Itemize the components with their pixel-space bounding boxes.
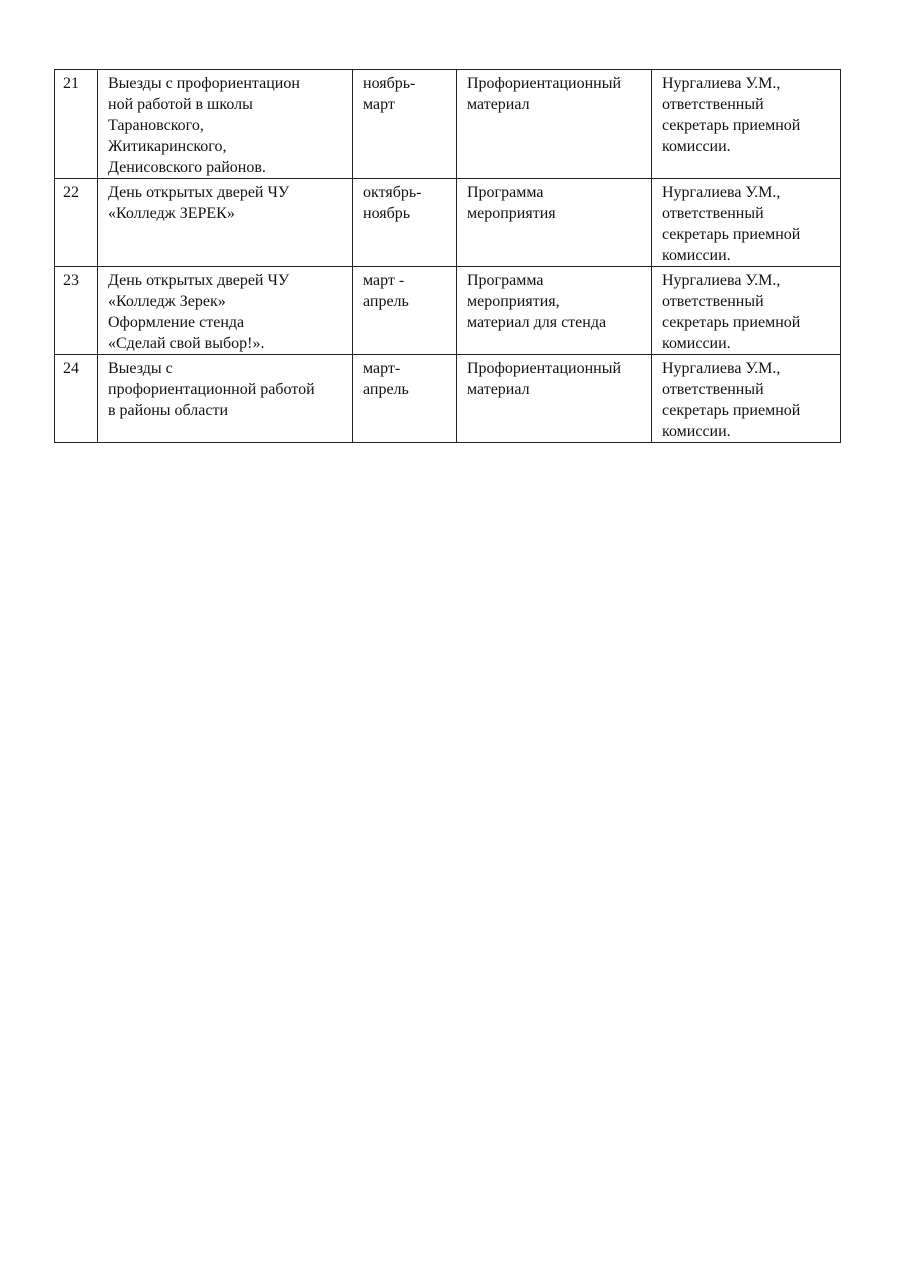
event-description: Выезды с профориентационной работой в районы области xyxy=(98,355,353,443)
event-period: март - апрель xyxy=(353,267,457,355)
event-period: март- апрель xyxy=(353,355,457,443)
event-material: Профориентационный материал xyxy=(457,70,652,179)
event-responsible: Нургалиева У.М., ответственный секретарь приемной комиссии. xyxy=(652,355,841,443)
event-responsible: Нургалиева У.М., ответственный секретарь приемной комиссии. xyxy=(652,267,841,355)
event-period: ноябрь- март xyxy=(353,70,457,179)
event-description: Выезды с профориентацион ной работой в школы Тарановского, Житикаринского, Денисовского районов. xyxy=(98,70,353,179)
event-responsible: Нургалиева У.М., ответственный секретарь приемной комиссии. xyxy=(652,70,841,179)
event-material: Программа мероприятия, материал для стенда xyxy=(457,267,652,355)
event-material: Программа мероприятия xyxy=(457,179,652,267)
event-description: День открытых дверей ЧУ «Колледж Зерек» Оформление стенда «Сделай свой выбор!». xyxy=(98,267,353,355)
events-table xyxy=(54,69,841,443)
row-number: 23 xyxy=(55,267,98,355)
event-material: Профориентационный материал xyxy=(457,355,652,443)
event-description: День открытых дверей ЧУ «Колледж ЗЕРЕК» xyxy=(98,179,353,267)
table-row xyxy=(55,70,841,179)
table-row xyxy=(55,179,841,267)
row-number: 22 xyxy=(55,179,98,267)
event-responsible: Нургалиева У.М., ответственный секретарь приемной комиссии. xyxy=(652,179,841,267)
event-period: октябрь- ноябрь xyxy=(353,179,457,267)
table-row xyxy=(55,355,841,443)
table-row xyxy=(55,267,841,355)
row-number: 24 xyxy=(55,355,98,443)
row-number: 21 xyxy=(55,70,98,179)
